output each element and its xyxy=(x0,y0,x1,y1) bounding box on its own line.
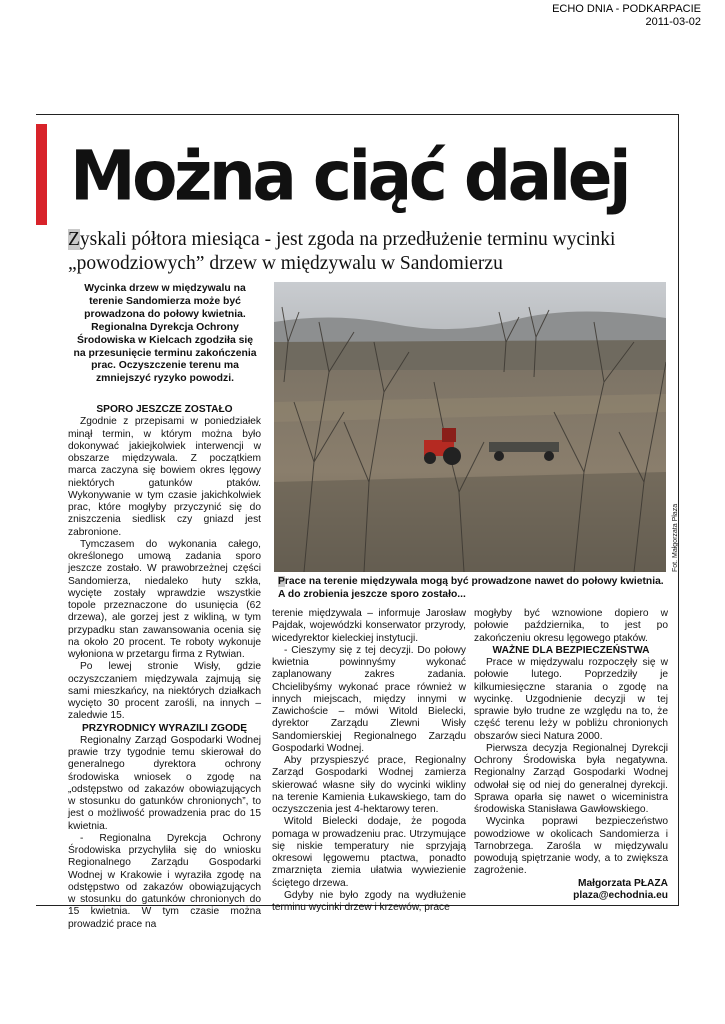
caption-text: race na terenie międzywala mogą być prowadzone nawet do połowy kwietnia. A do zrobienia jeszcze sporo zostało... xyxy=(278,576,664,600)
caption-drop-letter: P xyxy=(278,576,285,587)
publication-name: ECHO DNIA - PODKARPACIE xyxy=(552,3,701,15)
paragraph: - Regionalna Dyrekcja Ochrony Środowiska przychyliła się do wniosku Regionalnego Zarządu Gospodarki Wodnej w Krakowie i wyraziła zgodę na odstępstwo od zakazów obowiązujących w stosunku do gatunków chronionych do 15 kwietnia. W tym czasie można prowadzić prace na xyxy=(68,832,261,930)
paragraph: - Cieszymy się z tej decyzji. Do połowy kwietnia powinnyśmy wykonać zaplanowany zakres zadania. Chcielibyśmy wykonać prace również w innych miejscach, między innymi w Zawichoście – mówi Witold Bielecki, dyrektor Zarządu Zlewni Wisły Sandomierskiej Regionalnego Zarządu Gospodarki Wodnej. xyxy=(272,644,466,754)
text-column-1 xyxy=(68,404,261,931)
subheading-przyrodnicy: PRZYRODNICY WYRAZILI ZGODĘ xyxy=(81,722,248,734)
deck-drop-letter: Z xyxy=(68,229,80,250)
field-with-tractor-photo xyxy=(274,282,666,572)
paragraph: Prace w międzywalu rozpoczęły się w połowie lutego. Poprzedziły je kilkumiesięczne starania o zgodę na wycinkę. Uzgodnienie decyzji w tej sprawie było trudne ze względu na to, że część terenu leży w pobliżu chronionych obszarów sieci Natura 2000. xyxy=(474,657,668,742)
subheading-wazne: WAŻNE DLA BEZPIECZEŃSTWA xyxy=(492,644,650,656)
deck-text: yskali półtora miesiąca - jest zgoda na przedłużenie terminu wycinki „powodziowych” drzew w międzywalu w Sandomierzu xyxy=(68,229,616,274)
paragraph: Tymczasem do wykonania całego, określonego umową zadania sporo jeszcze zostało. W prawobrzeżnej części Sandomierza, niedaleko huty szkła, wycięte zostały wprawdzie wszystkie topole przeznaczone do usunięcia (62 drzewa), ale gorzej jest z wikliną, w tym przypadku stan zawansowania ocenia się na około 20 procent. Te roboty wykonuje wyłoniona w przetargu firma z Rytwian. xyxy=(68,538,261,660)
article-deck xyxy=(68,228,648,276)
paragraph: Witold Bielecki dodaje, że pogoda pomaga w prowadzeniu prac. Utrzymujące się niskie temperatury nie sprzyjają okresowi lęgowemu ptactwa, ponadto zmarznięta ziemia ułatwia wywiezienie ściętego drzewa. xyxy=(272,816,466,889)
paragraph: Wycinka poprawi bezpieczeństwo powodziowe w okolicach Sandomierza i Tarnobrzega. Zarośla w międzywalu powodują spiętrzanie wody, a to zwiększa zagrożenie. xyxy=(474,816,668,877)
paragraph: Gdyby nie było zgody na wydłużenie terminu wycinki drzew i krzewów, prace xyxy=(272,889,466,913)
publication-date: 2011-03-02 xyxy=(645,16,701,28)
photo-credit: Fot. Małgorzata Płaza xyxy=(672,503,679,572)
publication-header xyxy=(552,3,701,29)
text-column-3 xyxy=(474,608,668,902)
red-accent-bar xyxy=(36,124,47,225)
text-column-2 xyxy=(272,608,466,914)
paragraph: mogłyby być wznowione dopiero w połowie października, to jest po zakończeniu okresu lęgowego ptaków. xyxy=(474,608,668,644)
article-headline: Można ciąć dalej xyxy=(70,136,629,217)
paragraph: Po lewej stronie Wisły, gdzie oczyszczaniem międzywala zajmują się sami mieszkańcy, na niektórych działkach wycięto 30 procent zarośli, na innych – zaledwie 15. xyxy=(68,661,261,722)
author-email[interactable]: plaza@echodnia.eu xyxy=(573,889,668,901)
author-name: Małgorzata PŁAZA xyxy=(578,877,668,889)
paragraph: Regionalny Zarząd Gospodarki Wodnej prawie trzy tygodnie temu skierował do generalnego dyrektora ochrony środowiska wniosek o zgodę na „odstępstwo od zakazów obowiązujących w stosunku do gatunków chronionych”, to jest o możliwość prowadzenia prac do 15 kwietnia. xyxy=(68,734,261,832)
paragraph: Aby przyspieszyć prace, Regionalny Zarząd Gospodarki Wodnej zamierza skierować własne siły do wycinki wikliny na terenie Kamienia Łukawskiego, tam do oczyszczenia jest 4-hektarowy teren. xyxy=(272,755,466,815)
paragraph: Zgodnie z przepisami w poniedziałek minął termin, w którym można było dokonywać jakiejkolwiek interwencji w obszarze międzywala. Z początkiem marca zaczyna się bowiem okres lęgowy niektórych gatunków ptaków. Wykonywanie w tym czasie jakichkolwiek prac, które mogłyby przyczynić się do zniszczenia siedlisk czy gniazd jest zabronione. xyxy=(68,416,261,538)
article-lead: Wycinka drzew w międzywalu na terenie Sandomierza może być prowadzona do połowy kwietnia. Regionalna Dyrekcja Ochrony Środowiska w Kielcach zgodziła się na przesunięcie terminu zakończenia prac. Oczyszczenie terenu ma zmniejszyć ryzyko powodzi. xyxy=(73,283,257,385)
photo-caption xyxy=(278,576,666,601)
frame-top-rule xyxy=(36,114,679,115)
paragraph: Pierwsza decyzja Regionalnej Dyrekcji Ochrony Środowiska była negatywna. Regionalny Zarząd Gospodarki Wodnej odwołał się od niej do generalnej dyrekcji. Sprawa oparła się nawet o wiceministra środowiska Stanisława Gawłowskiego. xyxy=(474,742,668,815)
subheading-sporo: SPORO JESZCZE ZOSTAŁO xyxy=(96,404,233,415)
paragraph: terenie międzywala – informuje Jarosław Pajdak, wojewódzki konserwator przyrody, wicedyrektor kieleckiej instytucji. xyxy=(272,608,466,644)
article-photo xyxy=(274,282,666,572)
